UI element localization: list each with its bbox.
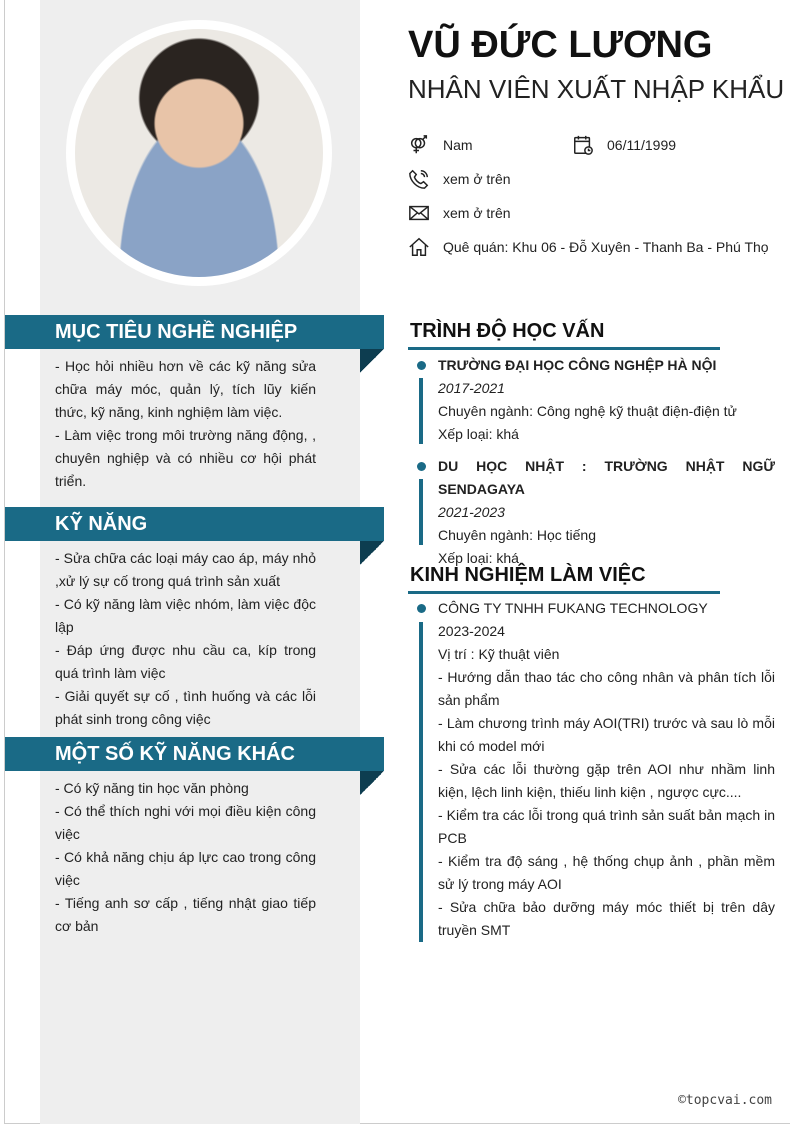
dob-value: 06/11/1999 <box>607 137 677 153</box>
phone-row <box>408 168 511 190</box>
job-title: NHÂN VIÊN XUẤT NHẬP KHẨU <box>408 74 785 104</box>
other-skills-heading: MỘT SỐ KỸ NĂNG KHÁC <box>5 737 384 771</box>
other-skill-line: - Tiếng anh sơ cấp , tiếng nhật giao tiếp cơ bản <box>55 895 316 934</box>
duty-line: - Kiểm tra độ sáng , hệ thống chụp ảnh , phần mềm sử lý trong máy AOI <box>438 853 775 892</box>
timeline-line <box>419 378 423 444</box>
timeline-dot <box>417 462 426 471</box>
education-item <box>438 354 775 446</box>
home-icon <box>408 236 430 258</box>
calendar-icon <box>572 134 594 156</box>
gender-icon <box>408 134 430 156</box>
grade: Xếp loại: khá <box>438 550 519 566</box>
skills-heading: KỸ NĂNG <box>5 507 384 541</box>
objective-text <box>55 355 316 493</box>
position: Vị trí : Kỹ thuật viên <box>438 646 560 662</box>
profile-photo <box>66 20 332 286</box>
skill-line: - Sửa chữa các loại máy cao áp, máy nhỏ ,xử lý sự cố trong quá trình sản xuất <box>55 550 316 589</box>
timeline-line <box>419 479 423 545</box>
phone-icon <box>408 168 430 190</box>
timeline-line <box>419 622 423 942</box>
phone-value: xem ở trên <box>443 171 511 187</box>
envelope-icon <box>408 202 430 224</box>
skill-line: - Có kỹ năng làm việc nhóm, làm việc độc lập <box>55 596 316 635</box>
duty-line: - Hướng dẫn thao tác cho công nhân và phân tích lỗi sản phẩm <box>438 669 775 708</box>
skill-line: - Giải quyết sự cố , tình huống và các lỗi phát sinh trong công việc <box>55 688 316 727</box>
skills-text <box>55 547 316 731</box>
period: 2017-2021 <box>438 380 505 396</box>
duty-line: - Sửa các lỗi thường gặp trên AOI như nhầm linh kiện, lệch linh kiện, thiếu linh kiện , ngược cực.... <box>438 761 775 800</box>
grade: Xếp loại: khá <box>438 426 519 442</box>
fold-decoration <box>360 771 384 795</box>
dob-row <box>572 134 676 156</box>
major: Chuyên ngành: Công nghệ kỹ thuật điện-điện tử <box>438 403 737 419</box>
experience-heading: KINH NGHIỆM LÀM VIỆC <box>410 564 646 586</box>
timeline-dot <box>417 604 426 613</box>
email-row <box>408 202 511 224</box>
experience-item <box>438 597 775 942</box>
company-name: CÔNG TY TNHH FUKANG TECHNOLOGY <box>438 600 708 616</box>
major: Chuyên ngành: Học tiếng <box>438 527 596 543</box>
duty-line: - Kiểm tra các lỗi trong quá trình sản suất bản mạch in PCB <box>438 807 775 846</box>
duty-line: - Làm chương trình máy AOI(TRI) trước và sau lò mỗi khi có model mới <box>438 715 775 754</box>
gender-value: Nam <box>443 137 473 153</box>
school-name: TRƯỜNG ĐẠI HỌC CÔNG NGHỆP HÀ NỘI <box>438 357 717 373</box>
hometown-value: Quê quán: Khu 06 - Đỗ Xuyên - Thanh Ba - Phú Thọ <box>443 239 769 255</box>
other-skill-line: - Có thể thích nghi với mọi điều kiện công việc <box>55 803 316 842</box>
education-heading: TRÌNH ĐỘ HỌC VẤN <box>410 320 605 342</box>
email-value: xem ở trên <box>443 205 511 221</box>
heading-underline <box>408 347 720 350</box>
education-item <box>438 455 775 570</box>
other-skill-line: - Có kỹ năng tin học văn phòng <box>55 780 249 796</box>
period: 2023-2024 <box>438 623 505 639</box>
skill-line: - Đáp ứng được nhu cầu ca, kíp trong quá trình làm việc <box>55 642 316 681</box>
objective-line: - Học hỏi nhiều hơn về các kỹ năng sửa chữa máy móc, quản lý, tích lũy kiến thức, kỹ năng, kinh nghiệm làm việc. <box>55 358 316 420</box>
other-skill-line: - Có khả năng chịu áp lực cao trong công việc <box>55 849 316 888</box>
duty-line: - Sửa chữa bảo dưỡng máy móc thiết bị trên dây truyền SMT <box>438 899 775 938</box>
other-skills-text <box>55 777 316 938</box>
objective-heading: MỤC TIÊU NGHỀ NGHIỆP <box>5 315 384 349</box>
fold-decoration <box>360 541 384 565</box>
heading-underline <box>408 591 720 594</box>
watermark: ©topcvai.com <box>678 1093 772 1108</box>
objective-line: - Làm việc trong môi trường năng động, , chuyên nghiệp và có nhiều cơ hội phát triển. <box>55 427 316 489</box>
period: 2021-2023 <box>438 504 505 520</box>
hometown-row <box>408 236 769 258</box>
fold-decoration <box>360 349 384 373</box>
gender-row <box>408 134 473 156</box>
timeline-dot <box>417 361 426 370</box>
candidate-name: VŨ ĐỨC LƯƠNG <box>408 24 713 66</box>
school-name: DU HỌC NHẬT : TRƯỜNG NHẬT NGỮ SENDAGAYA <box>438 458 775 497</box>
